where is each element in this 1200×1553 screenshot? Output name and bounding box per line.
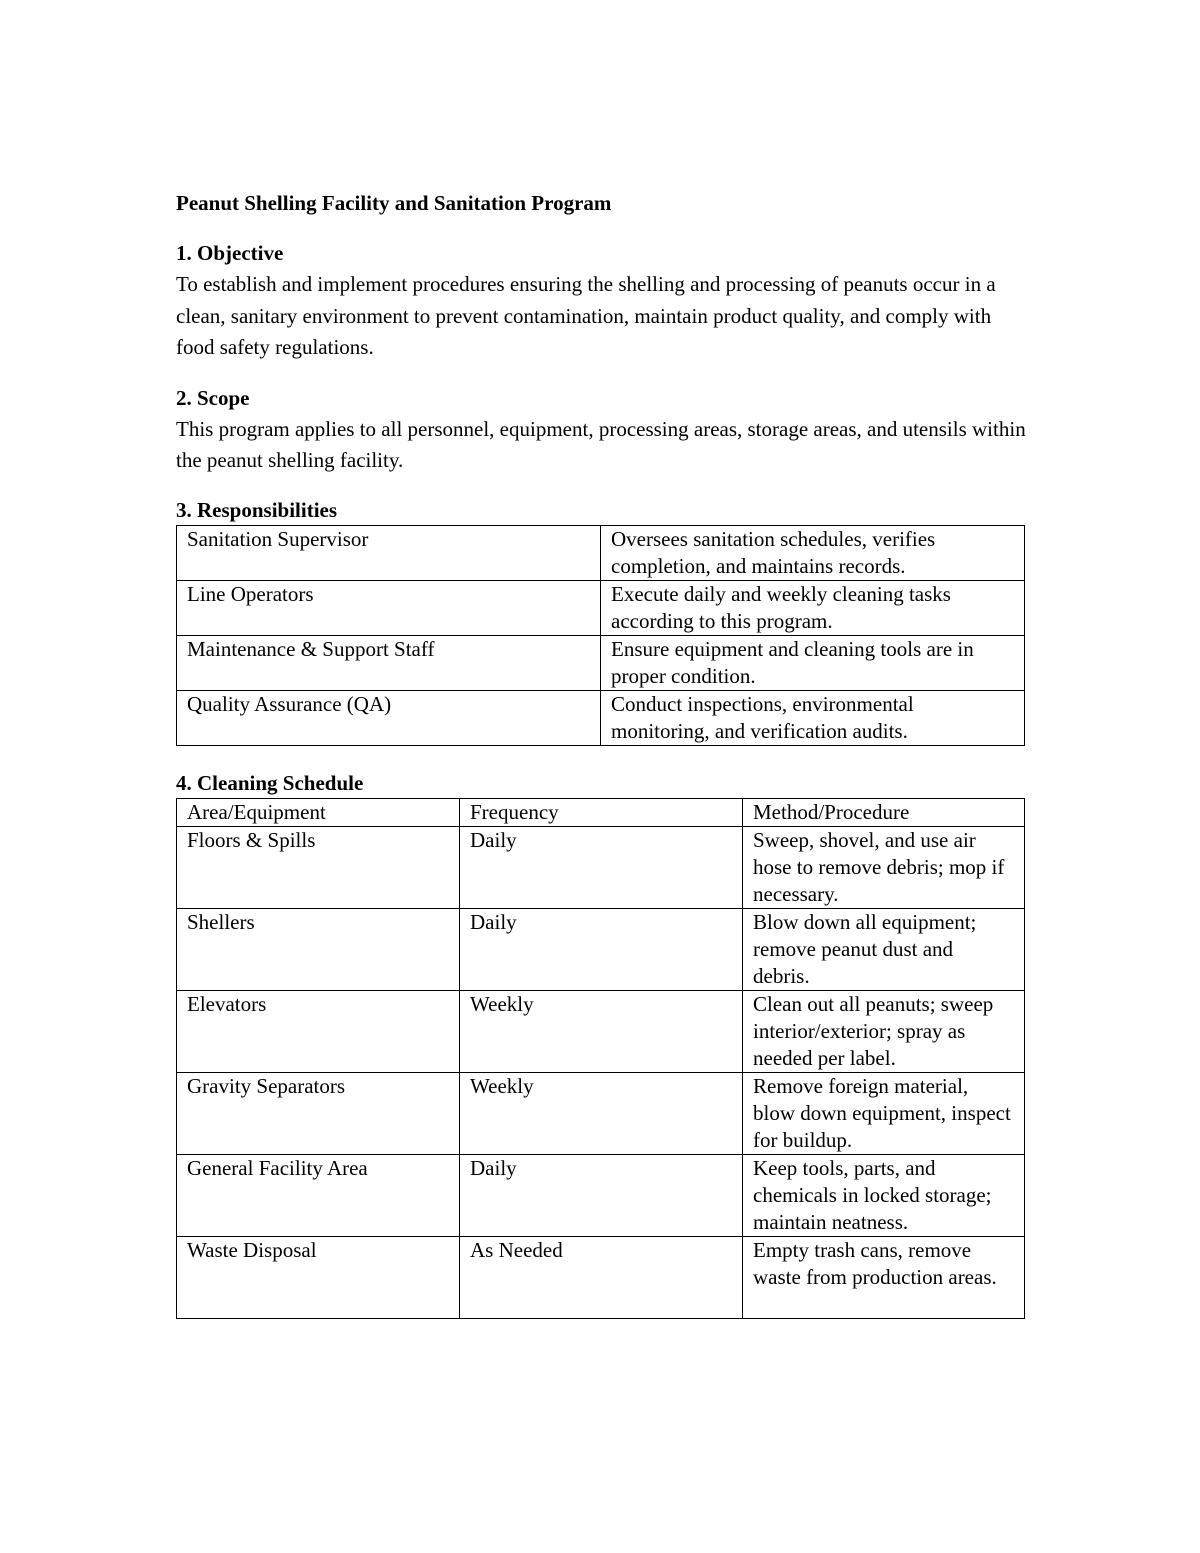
area-cell: Gravity Separators — [177, 1072, 460, 1154]
duty-cell: Oversees sanitation schedules, verifies completion, and maintains records. — [601, 525, 1025, 580]
document-page — [176, 187, 1026, 1319]
column-header: Area/Equipment — [177, 798, 460, 826]
duty-cell: Ensure equipment and cleaning tools are in proper condition. — [601, 635, 1025, 690]
responsibilities-table — [176, 525, 1025, 746]
method-cell: Sweep, shovel, and use air hose to remove debris; mop if necessary. — [743, 826, 1025, 908]
table-row — [177, 826, 1025, 908]
method-cell: Remove foreign material, blow down equipment, inspect for buildup. — [743, 1072, 1025, 1154]
cleaning-schedule-heading: 4. Cleaning Schedule — [176, 770, 364, 795]
column-header: Frequency — [460, 798, 743, 826]
document-title: Peanut Shelling Facility and Sanitation Program — [176, 191, 612, 215]
role-cell: Sanitation Supervisor — [177, 525, 601, 580]
scope-heading: 2. Scope — [176, 385, 250, 410]
frequency-cell: As Needed — [460, 1236, 743, 1318]
table-row — [177, 1072, 1025, 1154]
table-row — [177, 908, 1025, 990]
role-cell: Quality Assurance (QA) — [177, 690, 601, 745]
table-row — [177, 1154, 1025, 1236]
area-cell: Shellers — [177, 908, 460, 990]
table-row — [177, 1236, 1025, 1318]
table-header-row — [177, 798, 1025, 826]
column-header: Method/Procedure — [743, 798, 1025, 826]
duty-cell: Execute daily and weekly cleaning tasks according to this program. — [601, 580, 1025, 635]
role-cell: Line Operators — [177, 580, 601, 635]
cleaning-schedule-table — [176, 798, 1025, 1319]
spacer — [176, 746, 1026, 768]
responsibilities-heading: 3. Responsibilities — [176, 497, 338, 522]
table-row — [177, 990, 1025, 1072]
method-cell: Blow down all equipment; remove peanut dust and debris. — [743, 908, 1025, 990]
method-cell: Clean out all peanuts; sweep interior/exterior; spray as needed per label. — [743, 990, 1025, 1072]
scope-text: This program applies to all personnel, equipment, processing areas, storage areas, and utensils within the peanut shelling facility. — [176, 416, 1026, 472]
frequency-cell: Daily — [460, 1154, 743, 1236]
objective-heading: 1. Objective — [176, 241, 284, 265]
frequency-cell: Weekly — [460, 1072, 743, 1154]
frequency-cell: Weekly — [460, 990, 743, 1072]
role-cell: Maintenance & Support Staff — [177, 635, 601, 690]
method-cell: Empty trash cans, remove waste from production areas. — [743, 1236, 1025, 1318]
frequency-cell: Daily — [460, 908, 743, 990]
objective-text: To establish and implement procedures ensuring the shelling and processing of peanuts occur in a clean, sanitary environment to prevent contamination, maintain product quality, and comply with food safety regulations. — [176, 272, 996, 359]
frequency-cell: Daily — [460, 826, 743, 908]
area-cell: Floors & Spills — [177, 826, 460, 908]
area-cell: Elevators — [177, 990, 460, 1072]
table-row — [177, 580, 1025, 635]
table-row — [177, 525, 1025, 580]
area-cell: Waste Disposal — [177, 1236, 460, 1318]
table-row — [177, 635, 1025, 690]
area-cell: General Facility Area — [177, 1154, 460, 1236]
table-row — [177, 690, 1025, 745]
method-cell: Keep tools, parts, and chemicals in locked storage; maintain neatness. — [743, 1154, 1025, 1236]
duty-cell: Conduct inspections, environmental monitoring, and verification audits. — [601, 690, 1025, 745]
